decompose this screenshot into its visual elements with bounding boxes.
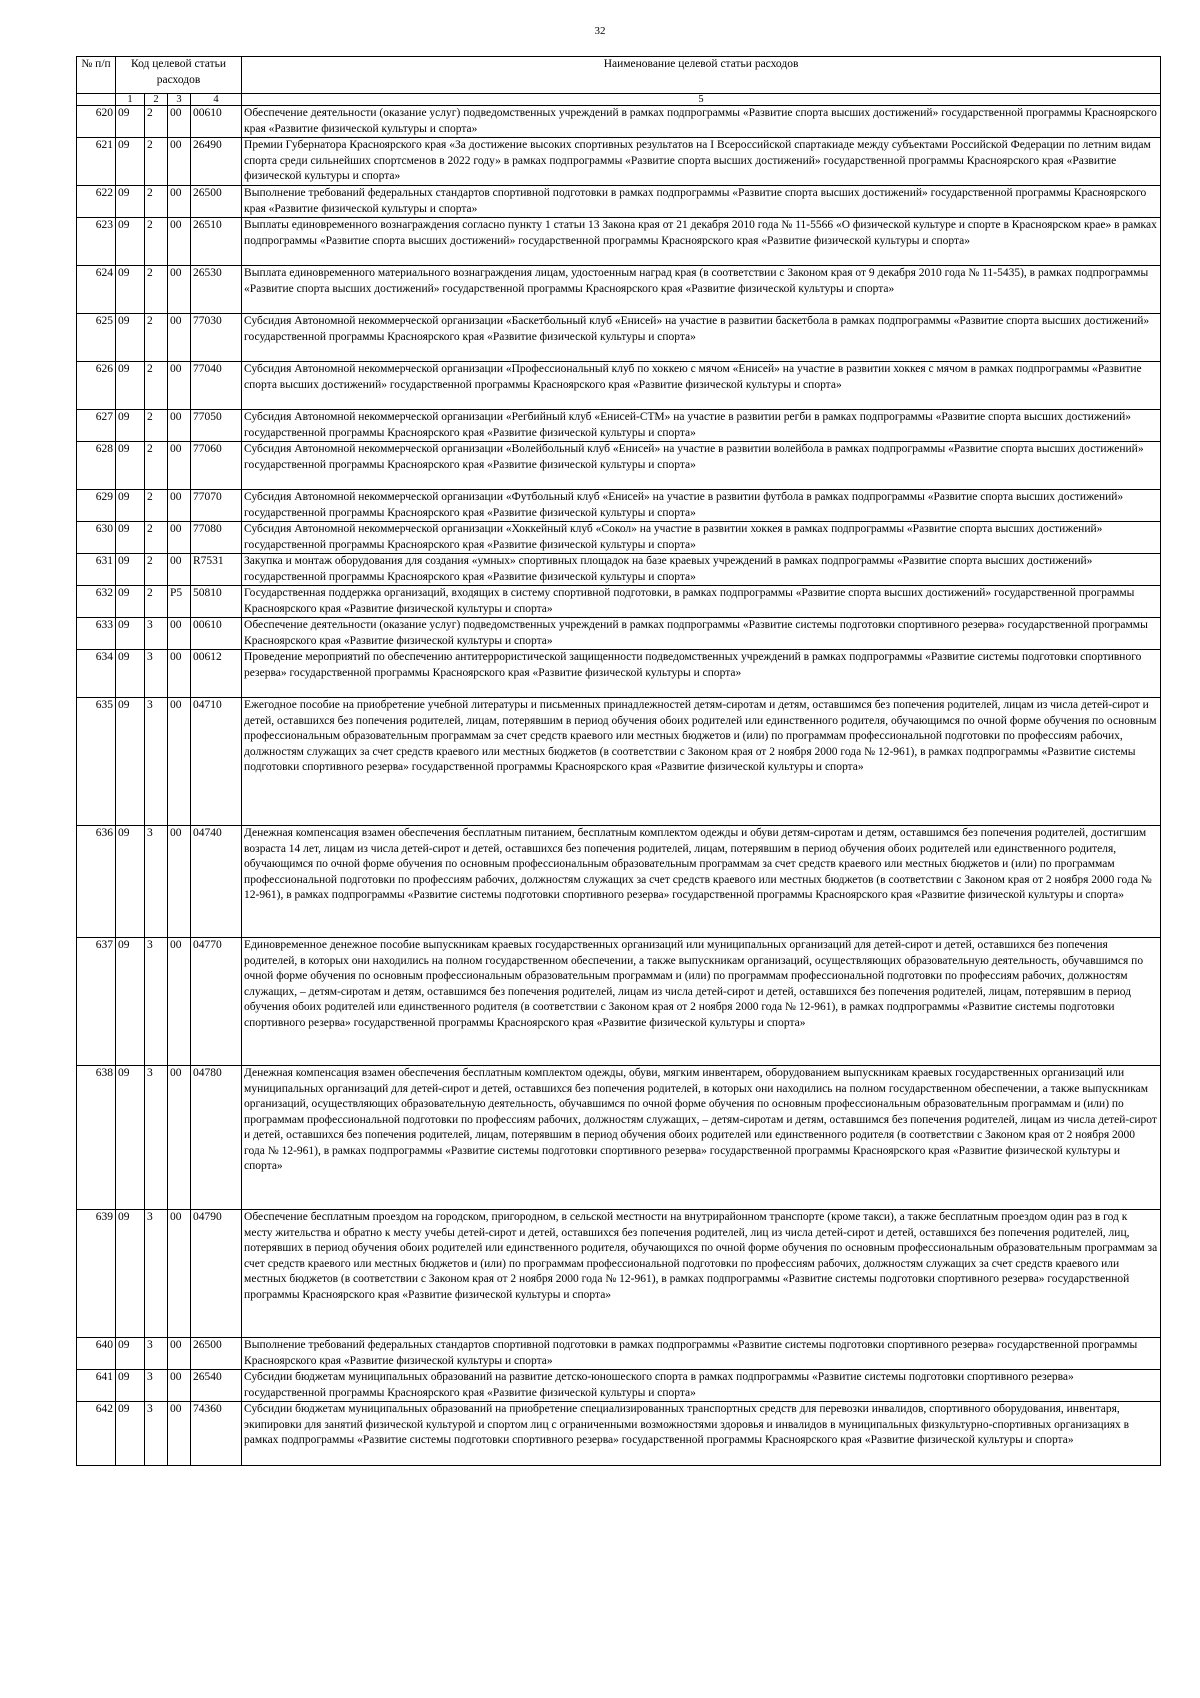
header-number: № п/п: [77, 57, 116, 94]
code-subprogram: 2: [145, 554, 168, 586]
table-row: [77, 490, 1161, 522]
code-group: 00: [168, 410, 191, 442]
code-subprogram: 3: [145, 698, 168, 826]
table-row: [77, 218, 1161, 266]
code-group: 00: [168, 826, 191, 938]
code-group: 00: [168, 1370, 191, 1402]
expense-name: Субсидии бюджетам муниципальных образований на приобретение специализированных транспортных средств для перевозки инвалидов, спортивного оборудования, инвентаря, экипировки для занятий физической культурой и спортом лиц с ограниченными возможностями здоровья и инвалидов в муниципальных физкультурно-спортивных организациях в рамках подпрограммы «Развитие системы подготовки спортивного резерва» государственной программы Красноярского края «Развитие физической культуры и спорта»: [242, 1402, 1161, 1466]
code-group: 00: [168, 186, 191, 218]
code-program: 09: [116, 1210, 145, 1338]
table-row: [77, 442, 1161, 490]
header-code: Код целевой статьи расходов: [116, 57, 242, 94]
code-article: 77080: [191, 522, 242, 554]
code-group: 00: [168, 554, 191, 586]
code-article: 77070: [191, 490, 242, 522]
table-row: [77, 1210, 1161, 1338]
table-row: [77, 618, 1161, 650]
code-article: 77040: [191, 362, 242, 410]
code-group: 00: [168, 362, 191, 410]
expense-name: Выплаты единовременного вознаграждения согласно пункту 1 статьи 13 Закона края от 21 декабря 2010 года № 11-5566 «О физической культуре и спорте в Красноярском крае» в рамках подпрограммы «Развитие спорта высших достижений» государственной программы Красноярского края «Развитие физической культуры и спорта»: [242, 218, 1161, 266]
table-row: [77, 362, 1161, 410]
code-subprogram: 3: [145, 938, 168, 1066]
table-row: [77, 138, 1161, 186]
code-subprogram: 2: [145, 138, 168, 186]
code-article: 00612: [191, 650, 242, 698]
code-article: 04790: [191, 1210, 242, 1338]
code-program: 09: [116, 650, 145, 698]
column-number: 4: [191, 94, 242, 106]
code-article: 04740: [191, 826, 242, 938]
row-number: 637: [77, 938, 116, 1066]
table-row: [77, 698, 1161, 826]
expense-name: Субсидия Автономной некоммерческой организации «Хоккейный клуб «Сокол» на участие в развитии хоккея в рамках подпрограммы «Развитие спорта высших достижений» государственной программы Красноярского края «Развитие физической культуры и спорта»: [242, 522, 1161, 554]
expense-name: Субсидия Автономной некоммерческой организации «Профессиональный клуб по хоккею с мячом «Енисей» на участие в развитии хоккея с мячом в рамках подпрограммы «Развитие спорта высших достижений» государственной программы Красноярского края «Развитие физической культуры и спорта»: [242, 362, 1161, 410]
row-number: 633: [77, 618, 116, 650]
code-subprogram: 3: [145, 1210, 168, 1338]
table-row: [77, 1066, 1161, 1210]
table-row: [77, 938, 1161, 1066]
code-subprogram: 3: [145, 1370, 168, 1402]
code-article: 04770: [191, 938, 242, 1066]
table-row: [77, 1402, 1161, 1466]
row-number: 634: [77, 650, 116, 698]
row-number: 635: [77, 698, 116, 826]
expense-name: Обеспечение бесплатным проездом на городском, пригородном, в сельской местности на внутрирайонном транспорте (кроме такси), а также бесплатным проездом один раз в год к месту жительства и обратно к месту учебы детей-сирот и детей, оставшихся без попечения родителей, лиц из числа детей-сирот и детей, оставшихся без попечения родителей, лиц, потерявших в период обучения обоих родителей или единственного родителя, обучающихся по очной форме обучения по основным профессиональным образовательным программам за счет средств краевого или местных бюджетов и (или) по программам профессиональной подготовки по профессиям рабочих, должностям служащих за счет средств краевого или местных бюджетов (в соответствии с Законом края от 2 ноября 2000 года № 12-961), в рамках подпрограммы «Развитие системы подготовки спортивного резерва» государственной программы Красноярского края «Развитие физической культуры и спорта»: [242, 1210, 1161, 1338]
row-number: 625: [77, 314, 116, 362]
code-subprogram: 2: [145, 442, 168, 490]
code-article: 26530: [191, 266, 242, 314]
code-group: 00: [168, 266, 191, 314]
code-group: 00: [168, 1066, 191, 1210]
expense-name: Денежная компенсация взамен обеспечения бесплатным питанием, бесплатным комплектом одежды и обуви детям-сиротам и детям, оставшимся без попечения родителей, достигшим возраста 14 лет, лицам из числа детей-сирот и детей, оставшихся без попечения родителей, лицам, потерявшим в период обучения обоих родителей или единственного родителя, обучающимся по очной форме обучения по основным профессиональным образовательным программам за счет средств краевого или местных бюджетов и (или) по программам профессиональной подготовки по профессиям рабочих, должностям служащих за счет средств краевого или местных бюджетов (в соответствии с Законом края от 2 ноября 2000 года № 12-961), в рамках подпрограммы «Развитие системы подготовки спортивного резерва» государственной программы Красноярского края «Развитие физической культуры и спорта»: [242, 826, 1161, 938]
code-article: 26510: [191, 218, 242, 266]
table-row: [77, 554, 1161, 586]
code-group: 00: [168, 1402, 191, 1466]
expense-name: Закупка и монтаж оборудования для создания «умных» спортивных площадок на базе краевых учреждений в рамках подпрограммы «Развитие спорта высших достижений» государственной программы Красноярского края «Развитие физической культуры и спорта»: [242, 554, 1161, 586]
row-number: 640: [77, 1338, 116, 1370]
code-article: 26500: [191, 1338, 242, 1370]
code-subprogram: 2: [145, 586, 168, 618]
code-group: 00: [168, 106, 191, 138]
row-number: 642: [77, 1402, 116, 1466]
code-article: 77030: [191, 314, 242, 362]
code-subprogram: 2: [145, 362, 168, 410]
page-number: 32: [594, 25, 606, 37]
code-program: 09: [116, 1338, 145, 1370]
code-program: 09: [116, 554, 145, 586]
table-row: [77, 106, 1161, 138]
expense-name: Обеспечение деятельности (оказание услуг) подведомственных учреждений в рамках подпрограммы «Развитие системы подготовки спортивного резерва» государственной программы Красноярского края «Развитие физической культуры и спорта»: [242, 618, 1161, 650]
expense-name: Выполнение требований федеральных стандартов спортивной подготовки в рамках подпрограммы «Развитие спорта высших достижений» государственной программы Красноярского края «Развитие физической культуры и спорта»: [242, 186, 1161, 218]
code-subprogram: 2: [145, 314, 168, 362]
table-row: [77, 826, 1161, 938]
expense-name: Выплата единовременного материального вознаграждения лицам, удостоенным наград края (в соответствии с Законом края от 9 декабря 2010 года № 11-5435), в рамках подпрограммы «Развитие спорта высших достижений» государственной программы Красноярского края «Развитие физической культуры и спорта»: [242, 266, 1161, 314]
expense-name: Субсидия Автономной некоммерческой организации «Регбийный клуб «Енисей-СТМ» на участие в развитии регби в рамках подпрограммы «Развитие спорта высших достижений» государственной программы Красноярского края «Развитие физической культуры и спорта»: [242, 410, 1161, 442]
table-row: [77, 186, 1161, 218]
code-subprogram: 3: [145, 1402, 168, 1466]
code-program: 09: [116, 1402, 145, 1466]
code-article: 04780: [191, 1066, 242, 1210]
expense-name: Выполнение требований федеральных стандартов спортивной подготовки в рамках подпрограммы «Развитие системы подготовки спортивного резерва» государственной программы Красноярского края «Развитие физической культуры и спорта»: [242, 1338, 1161, 1370]
row-number: 626: [77, 362, 116, 410]
code-group: 00: [168, 218, 191, 266]
table-row: [77, 314, 1161, 362]
code-program: 09: [116, 618, 145, 650]
row-number: 621: [77, 138, 116, 186]
column-number: 1: [116, 94, 145, 106]
table-row: [77, 1370, 1161, 1402]
code-program: 09: [116, 490, 145, 522]
row-number: 627: [77, 410, 116, 442]
row-number: 639: [77, 1210, 116, 1338]
code-program: 09: [116, 186, 145, 218]
expense-name: Обеспечение деятельности (оказание услуг) подведомственных учреждений в рамках подпрограммы «Развитие спорта высших достижений» государственной программы Красноярского края «Развитие физической культуры и спорта»: [242, 106, 1161, 138]
code-program: 09: [116, 698, 145, 826]
code-program: 09: [116, 442, 145, 490]
code-program: 09: [116, 522, 145, 554]
code-group: 00: [168, 138, 191, 186]
column-number: 5: [242, 94, 1161, 106]
header-name: Наименование целевой статьи расходов: [242, 57, 1161, 94]
code-group: 00: [168, 1338, 191, 1370]
code-program: 09: [116, 1370, 145, 1402]
row-number: 630: [77, 522, 116, 554]
code-group: P5: [168, 586, 191, 618]
table-row: [77, 410, 1161, 442]
code-program: 09: [116, 218, 145, 266]
code-article: 00610: [191, 618, 242, 650]
row-number: 636: [77, 826, 116, 938]
code-subprogram: 2: [145, 522, 168, 554]
code-program: 09: [116, 362, 145, 410]
code-group: 00: [168, 442, 191, 490]
expense-name: Государственная поддержка организаций, входящих в систему спортивной подготовки, в рамках подпрограммы «Развитие спорта высших достижений» государственной программы Красноярского края «Развитие физической культуры и спорта»: [242, 586, 1161, 618]
code-article: 74360: [191, 1402, 242, 1466]
code-subprogram: 3: [145, 1338, 168, 1370]
code-subprogram: 2: [145, 106, 168, 138]
row-number: 641: [77, 1370, 116, 1402]
row-number: 638: [77, 1066, 116, 1210]
code-article: 77060: [191, 442, 242, 490]
code-subprogram: 2: [145, 490, 168, 522]
table-row: [77, 586, 1161, 618]
code-article: 04710: [191, 698, 242, 826]
code-group: 00: [168, 1210, 191, 1338]
code-subprogram: 2: [145, 218, 168, 266]
table-row: [77, 1338, 1161, 1370]
code-program: 09: [116, 586, 145, 618]
expense-name: Премии Губернатора Красноярского края «За достижение высоких спортивных результатов на I Всероссийской спартакиаде между субъектами Российской Федерации по летним видам спорта среди сильнейших спортсменов в 2022 году» в рамках подпрограммы «Развитие спорта высших достижений» государственной программы Красноярского края «Развитие физической культуры и спорта»: [242, 138, 1161, 186]
code-program: 09: [116, 938, 145, 1066]
code-subprogram: 2: [145, 410, 168, 442]
expense-name: Субсидия Автономной некоммерческой организации «Волейбольный клуб «Енисей» на участие в развитии волейбола в рамках подпрограммы «Развитие спорта высших достижений» государственной программы Красноярского края «Развитие физической культуры и спорта»: [242, 442, 1161, 490]
column-number: 3: [168, 94, 191, 106]
code-program: 09: [116, 410, 145, 442]
row-number: 622: [77, 186, 116, 218]
row-number: 629: [77, 490, 116, 522]
expense-name: Единовременное денежное пособие выпускникам краевых государственных организаций или муниципальных организаций для детей-сирот и детей, оставшихся без попечения родителей, в которых они находились на полном государственном обеспечении, а также выпускникам организаций, осуществляющих образовательную деятельность, обучавшимся по очной форме обучения по основным профессиональным образовательным программам и (или) по программам профессиональной подготовки по профессиям рабочих, должностям служащих, – детям-сиротам и детям, оставшимся без попечения родителей, лицам из числа детей-сирот и детей, оставшихся без попечения родителей, лицам, потерявшим в период обучения обоих родителей или единственного родителя (в соответствии с Законом края от 2 ноября 2000 года № 12-961), в рамках подпрограммы «Развитие системы подготовки спортивного резерва» государственной программы Красноярского края «Развитие физической культуры и спорта»: [242, 938, 1161, 1066]
row-number: 624: [77, 266, 116, 314]
code-article: 26540: [191, 1370, 242, 1402]
code-program: 09: [116, 138, 145, 186]
code-program: 09: [116, 266, 145, 314]
expense-name: Ежегодное пособие на приобретение учебной литературы и письменных принадлежностей детям-сиротам и детям, оставшимся без попечения родителей, лицам из числа детей-сирот и детей, оставшихся без попечения родителей, лицам, потерявшим в период обучения обоих родителей или единственного родителя, обучающимся по очной форме обучения по основным профессиональным образовательным программам за счет средств краевого или местных бюджетов и (или) по программам профессиональной подготовки по профессиям рабочих, должностям служащих за счет средств краевого или местных бюджетов (в соответствии с Законом края от 2 ноября 2000 года № 12-961), в рамках подпрограммы «Развитие системы подготовки спортивного резерва» государственной программы Красноярского края «Развитие физической культуры и спорта»: [242, 698, 1161, 826]
code-group: 00: [168, 490, 191, 522]
row-number: 631: [77, 554, 116, 586]
code-group: 00: [168, 938, 191, 1066]
code-subprogram: 3: [145, 650, 168, 698]
code-article: 00610: [191, 106, 242, 138]
expense-name: Проведение мероприятий по обеспечению антитеррористической защищенности подведомственных учреждений в рамках подпрограммы «Развитие системы подготовки спортивного резерва» государственной программы Красноярского края «Развитие физической культуры и спорта»: [242, 650, 1161, 698]
expense-name: Денежная компенсация взамен обеспечения бесплатным комплектом одежды, обуви, мягким инвентарем, оборудованием выпускникам краевых государственных организаций или муниципальных организаций для детей-сирот и детей, оставшихся без попечения родителей, в которых они находились на полном государственном обеспечении, а также выпускникам организаций, осуществляющих образовательную деятельность, обучавшимся по очной форме обучения по основным профессиональным образовательным программам и (или) по программам профессиональной подготовки по профессиям рабочих, должностям служащих, – детям-сиротам и детям, оставшимся без попечения родителей, лицам из числа детей-сирот и детей, оставшихся без попечения родителей, лицам, потерявшим в период обучения обоих родителей или единственного родителя (в соответствии с Законом края от 2 ноября 2000 года № 12-961), в рамках подпрограммы «Развитие системы подготовки спортивного резерва» государственной программы Красноярского края «Развитие физической культуры и спорта»: [242, 1066, 1161, 1210]
column-number: [77, 94, 116, 106]
code-program: 09: [116, 826, 145, 938]
code-program: 09: [116, 106, 145, 138]
row-number: 628: [77, 442, 116, 490]
table-row: [77, 266, 1161, 314]
table-header-row: [77, 57, 1161, 94]
code-subprogram: 3: [145, 618, 168, 650]
code-program: 09: [116, 1066, 145, 1210]
code-program: 09: [116, 314, 145, 362]
code-article: 26500: [191, 186, 242, 218]
code-article: 26490: [191, 138, 242, 186]
table-row: [77, 650, 1161, 698]
expense-name: Субсидии бюджетам муниципальных образований на развитие детско-юношеского спорта в рамках подпрограммы «Развитие системы подготовки спортивного резерва» государственной программы Красноярского края «Развитие физической культуры и спорта»: [242, 1370, 1161, 1402]
code-subprogram: 2: [145, 186, 168, 218]
code-group: 00: [168, 650, 191, 698]
code-group: 00: [168, 698, 191, 826]
code-article: R7531: [191, 554, 242, 586]
column-number-row: [77, 94, 1161, 106]
code-group: 00: [168, 522, 191, 554]
code-subprogram: 3: [145, 826, 168, 938]
expense-name: Субсидия Автономной некоммерческой организации «Футбольный клуб «Енисей» на участие в развитии футбола в рамках подпрограммы «Развитие спорта высших достижений» государственной программы Красноярского края «Развитие физической культуры и спорта»: [242, 490, 1161, 522]
expense-name: Субсидия Автономной некоммерческой организации «Баскетбольный клуб «Енисей» на участие в развитии баскетбола в рамках подпрограммы «Развитие спорта высших достижений» государственной программы Красноярского края «Развитие физической культуры и спорта»: [242, 314, 1161, 362]
code-article: 77050: [191, 410, 242, 442]
expense-table: [76, 56, 1161, 1466]
row-number: 620: [77, 106, 116, 138]
code-article: 50810: [191, 586, 242, 618]
code-subprogram: 2: [145, 266, 168, 314]
row-number: 623: [77, 218, 116, 266]
table-row: [77, 522, 1161, 554]
code-subprogram: 3: [145, 1066, 168, 1210]
code-group: 00: [168, 314, 191, 362]
column-number: 2: [145, 94, 168, 106]
code-group: 00: [168, 618, 191, 650]
row-number: 632: [77, 586, 116, 618]
